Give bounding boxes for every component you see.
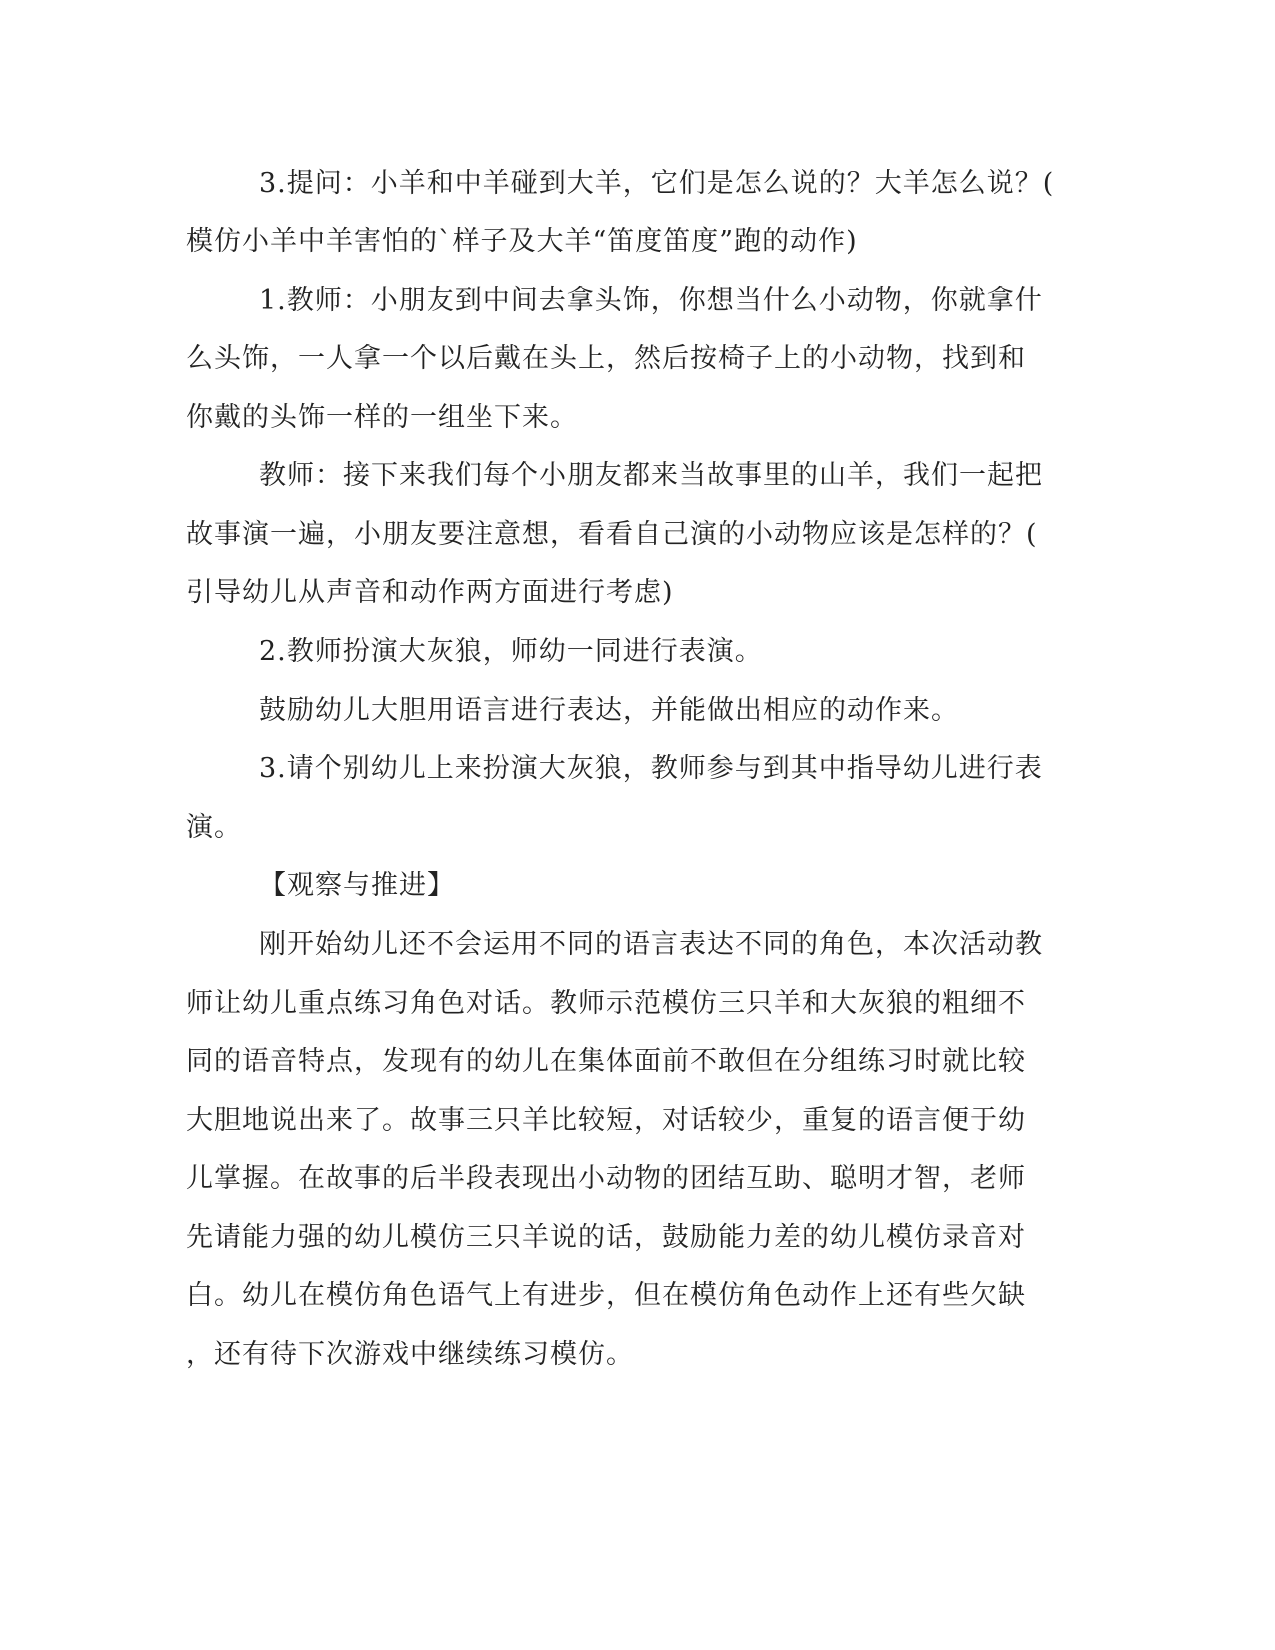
text-line: 3.提问：小羊和中羊碰到大羊，它们是怎么说的？大羊怎么说？(	[259, 168, 1055, 199]
text-line: 1.教师：小朋友到中间去拿头饰，你想当什么小动物，你就拿什	[259, 285, 1043, 316]
text-line: 故事演一遍，小朋友要注意想，看看自己演的小动物应该是怎样的？(	[186, 519, 1038, 550]
text-line: 教师：接下来我们每个小朋友都来当故事里的山羊，我们一起把	[259, 460, 1043, 491]
text-line: 演。	[186, 812, 242, 843]
text-line: 同的语音特点，发现有的幼儿在集体面前不敢但在分组练习时就比较	[186, 1046, 1026, 1077]
text-line: 先请能力强的幼儿模仿三只羊说的话，鼓励能力差的幼儿模仿录音对	[186, 1222, 1026, 1253]
text-line: 么头饰，一人拿一个以后戴在头上，然后按椅子上的小动物，找到和	[186, 343, 1026, 374]
text-line: 鼓励幼儿大胆用语言进行表达，并能做出相应的动作来。	[259, 695, 959, 726]
text-line: 白。幼儿在模仿角色语气上有进步，但在模仿角色动作上还有些欠缺	[186, 1280, 1026, 1311]
text-line: 你戴的头饰一样的一组坐下来。	[186, 402, 578, 433]
text-line: 大胆地说出来了。故事三只羊比较短，对话较少，重复的语言便于幼	[186, 1105, 1026, 1136]
section-heading: 【观察与推进】	[259, 870, 455, 901]
text-line: 2.教师扮演大灰狼，师幼一同进行表演。	[259, 636, 763, 667]
text-line: 师让幼儿重点练习角色对话。教师示范模仿三只羊和大灰狼的粗细不	[186, 988, 1026, 1019]
text-line: ，还有待下次游戏中继续练习模仿。	[186, 1339, 634, 1370]
text-line: 3.请个别幼儿上来扮演大灰狼，教师参与到其中指导幼儿进行表	[259, 753, 1043, 784]
text-line: 儿掌握。在故事的后半段表现出小动物的团结互助、聪明才智，老师	[186, 1163, 1026, 1194]
text-line: 模仿小羊中羊害怕的`样子及大羊“笛度笛度”跑的动作)	[186, 226, 858, 257]
text-line: 引导幼儿从声音和动作两方面进行考虑)	[186, 577, 674, 608]
text-line: 刚开始幼儿还不会运用不同的语言表达不同的角色，本次活动教	[259, 929, 1043, 960]
